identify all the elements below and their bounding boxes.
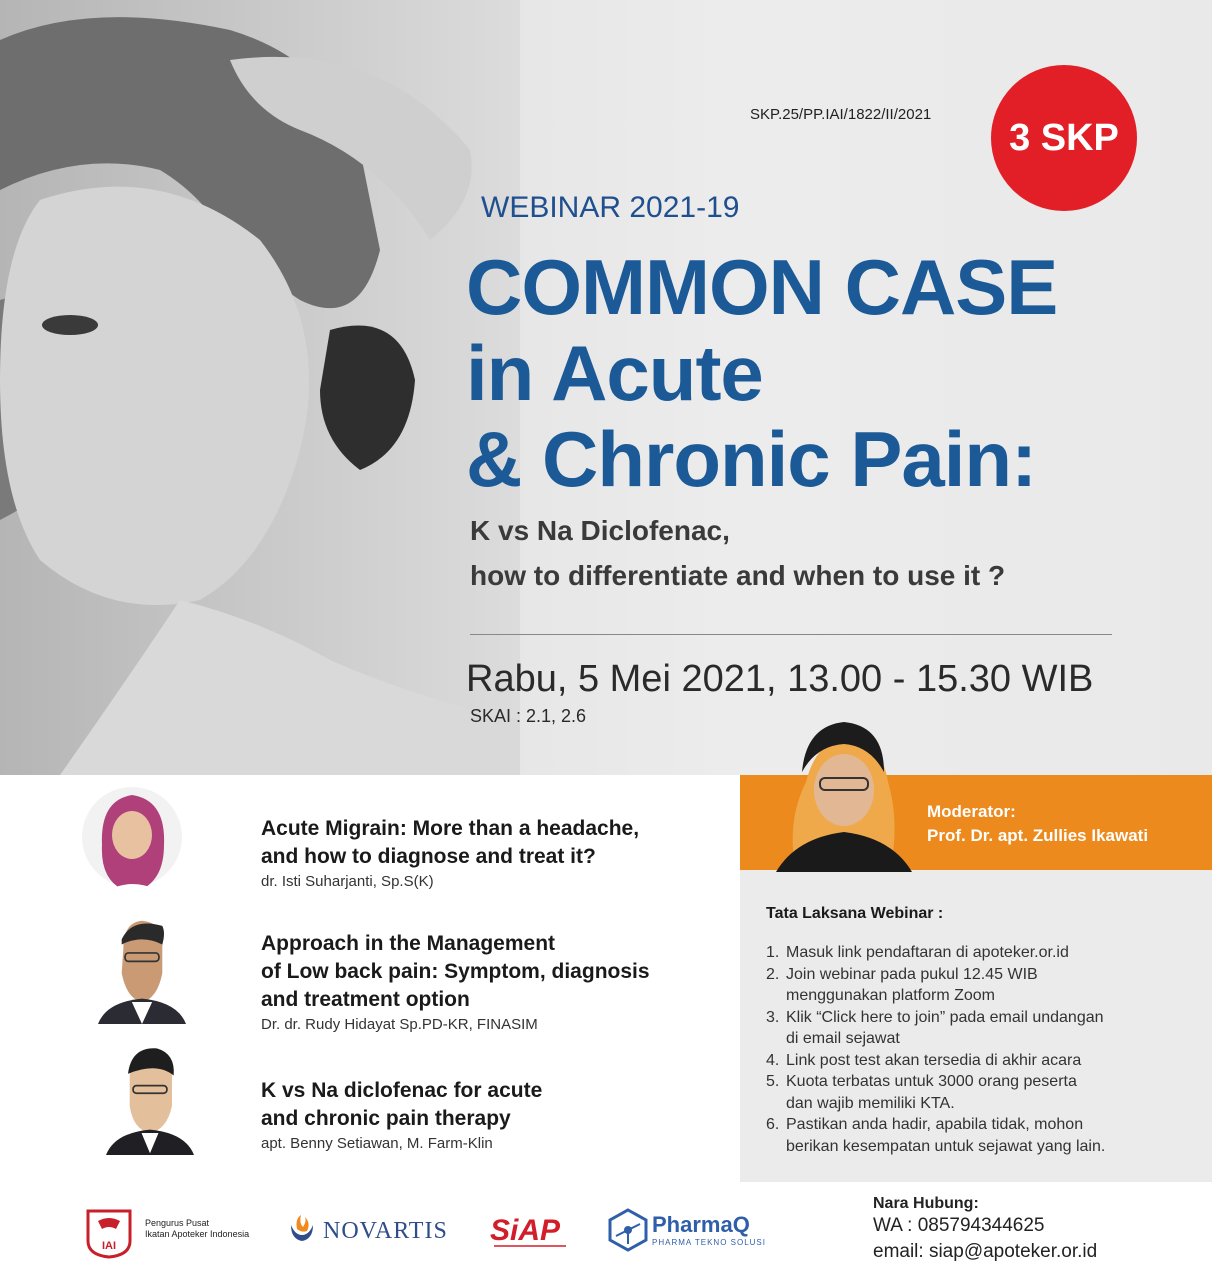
talk-speaker: apt. Benny Setiawan, M. Farm-Klin xyxy=(261,1135,493,1152)
iai-mark-text: IAI xyxy=(101,1240,117,1252)
list-item xyxy=(766,1007,1196,1050)
list-number: 4. xyxy=(766,1051,780,1069)
list-item xyxy=(766,964,1196,1007)
iai-line: Pengurus Pusat xyxy=(145,1218,210,1228)
novartis-flame-icon xyxy=(287,1213,317,1243)
speaker-3-photo xyxy=(98,1045,202,1155)
siap-logo xyxy=(488,1208,572,1252)
talk-speaker: dr. Isti Suharjanti, Sp.S(K) xyxy=(261,873,434,890)
talk-title-line: K vs Na diclofenac for acute xyxy=(261,1079,543,1102)
subtitle-line: how to differentiate and when to use it ? xyxy=(470,560,1006,591)
talk-title xyxy=(261,930,650,1014)
title-line: & Chronic Pain: xyxy=(466,415,1037,503)
talk-title xyxy=(261,815,639,871)
speaker-2-photo xyxy=(90,914,194,1024)
talk-1 xyxy=(261,815,639,890)
procedure-list xyxy=(766,942,1196,1157)
title-line: COMMON CASE xyxy=(466,243,1058,331)
list-number: 3. xyxy=(766,1008,780,1026)
list-item xyxy=(766,1050,1196,1072)
pharmaq-circuit-icon xyxy=(606,1206,650,1254)
speaker-1-photo xyxy=(80,785,184,895)
iai-line: Ikatan Apoteker Indonesia xyxy=(145,1229,250,1239)
pharmaq-tagline: PHARMA TEKNO SOLUSI xyxy=(652,1238,766,1247)
event-date-time: Rabu, 5 Mei 2021, 13.00 - 15.30 WIB xyxy=(466,658,1094,700)
pharmaq-logo: PharmaQ xyxy=(652,1212,750,1237)
list-text: berikan kesempatan untuk sejawat yang lain. xyxy=(786,1137,1106,1155)
talk-title-line: and treatment option xyxy=(261,988,470,1011)
woman-screaming-photo xyxy=(0,0,520,775)
talk-title-line: Acute Migrain: More than a headache, xyxy=(261,817,640,840)
list-item xyxy=(766,1114,1196,1157)
skai-codes: SKAI : 2.1, 2.6 xyxy=(470,706,587,726)
list-text: Pastikan anda hadir, apabila tidak, mohon xyxy=(786,1116,1084,1133)
contact-title: Nara Hubung: xyxy=(873,1195,979,1212)
talk-title-line: and how to diagnose and treat it? xyxy=(261,845,596,868)
iai-logo-text xyxy=(145,1218,249,1240)
contact-whatsapp: WA : 085794344625 xyxy=(873,1215,1045,1236)
list-number: 1. xyxy=(766,944,780,961)
iai-logo-icon xyxy=(84,1207,134,1259)
list-number: 6. xyxy=(766,1116,780,1133)
divider xyxy=(470,634,1112,635)
moderator-label: Moderator: xyxy=(927,802,1016,821)
webinar-number: WEBINAR 2021-19 xyxy=(481,191,740,224)
talk-title-line: of Low back pain: Symptom, diagnosis xyxy=(261,960,650,983)
talk-title-line: Approach in the Management xyxy=(261,932,556,955)
talk-2 xyxy=(261,930,650,1033)
talk-title-line: and chronic pain therapy xyxy=(261,1107,511,1130)
subtitle-line: K vs Na Diclofenac, xyxy=(470,515,730,546)
skp-badge: 3 SKP xyxy=(991,65,1137,211)
list-item xyxy=(766,942,1196,964)
list-text: Masuk link pendaftaran di apoteker.or.id xyxy=(786,944,1069,961)
list-text: Kuota terbatas untuk 3000 orang peserta xyxy=(786,1073,1077,1090)
talk-3 xyxy=(261,1077,542,1152)
moderator-name: Prof. Dr. apt. Zullies Ikawati xyxy=(927,826,1149,845)
main-title xyxy=(466,244,1166,502)
talk-speaker: Dr. dr. Rudy Hidayat Sp.PD-KR, FINASIM xyxy=(261,1016,538,1033)
novartis-logo: NOVARTIS xyxy=(323,1218,448,1244)
list-text: dan wajib memiliki KTA. xyxy=(786,1094,955,1112)
skp-code: SKP.25/PP.IAI/1822/II/2021 xyxy=(750,106,932,123)
title-line: in Acute xyxy=(466,329,763,417)
list-number: 5. xyxy=(766,1073,780,1090)
list-item xyxy=(766,1071,1196,1114)
talk-title xyxy=(261,1077,542,1133)
list-number: 2. xyxy=(766,965,780,983)
moderator-photo xyxy=(766,712,916,872)
list-text: Join webinar pada pukul 12.45 WIB xyxy=(786,965,1038,983)
subtitle xyxy=(470,508,1005,598)
procedure-title: Tata Laksana Webinar : xyxy=(766,905,944,922)
siap-text: SiAP xyxy=(490,1214,561,1247)
list-text: Klik “Click here to join” pada email undangan xyxy=(786,1008,1104,1026)
list-text: di email sejawat xyxy=(786,1030,900,1047)
list-text: menggunakan platform Zoom xyxy=(786,987,995,1004)
contact-email: email: siap@apoteker.or.id xyxy=(873,1241,1098,1262)
list-text: Link post test akan tersedia di akhir acara xyxy=(786,1051,1082,1069)
